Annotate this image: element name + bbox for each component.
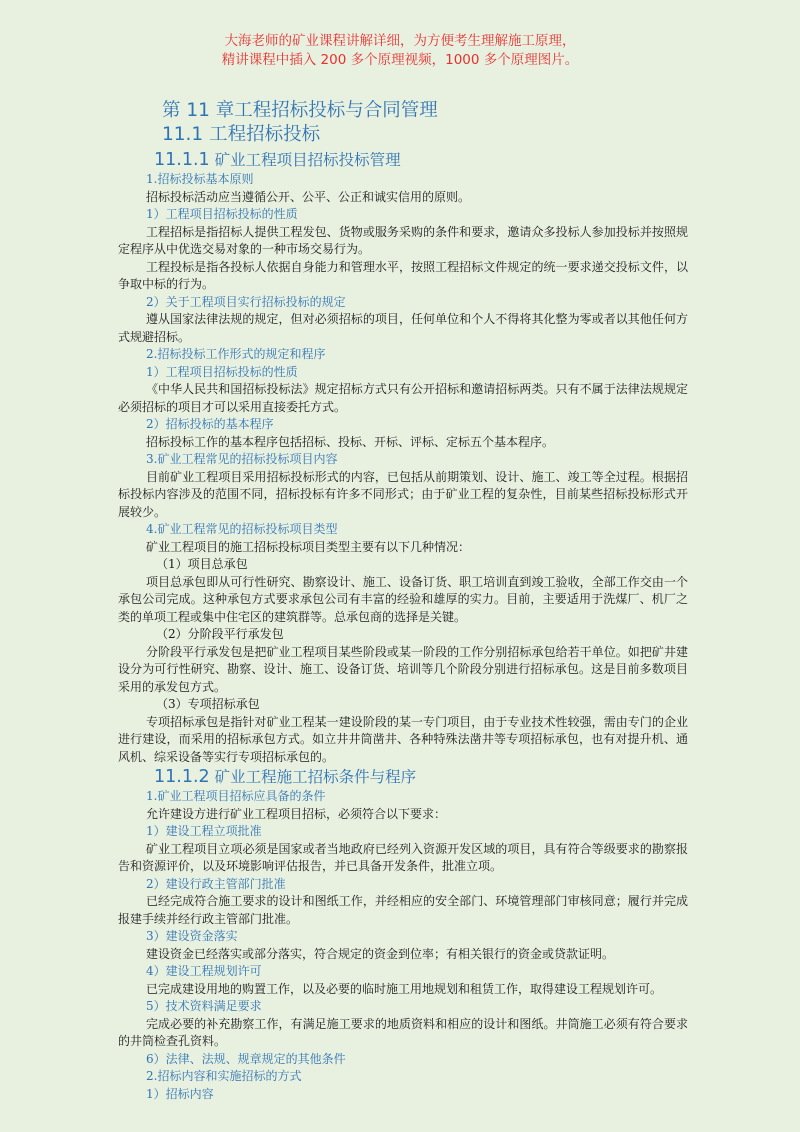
item-heading: 2.招标内容和实施招标的方式 — [146, 1069, 302, 1083]
subsection-number: 11.1.2 — [154, 767, 210, 787]
item-heading: 1.招标投标基本原则 — [146, 172, 254, 186]
paragraph: 招标投标工作的基本程序包括招标、投标、开标、评标、定标五个基本程序。 — [146, 434, 555, 449]
item-heading: 2）招标投标的基本程序 — [146, 417, 274, 431]
paragraph: 《中华人民共和国招标投标法》规定招标方式只有公开招标和邀请招标两类。只有不属于法律法规规定必须招标的项目才可以采用直接委托方式。 — [118, 382, 688, 414]
list-item-heading: （3）专项招标承包 — [156, 697, 260, 711]
item-heading: 1）工程项目招标投标的性质 — [146, 207, 298, 221]
paragraph: 工程招标是指招标人提供工程发包、货物或服务采购的条件和要求，邀请众多投标人参加投标并按照规定程序从中优选交易对象的一种市场交易行为。 — [118, 224, 688, 256]
promo-banner — [0, 32, 800, 70]
subsection-heading-text: 矿业工程施工招标条件与程序 — [209, 768, 417, 786]
item-heading: 3）建设资金落实 — [146, 929, 238, 943]
item-heading: 2）关于工程项目实行招标投标的规定 — [146, 294, 346, 309]
paragraph: 矿业工程项目立项必须是国家或者当地政府已经列入资源开发区域的项目，具有符合等级要求的勘察报告和资源评价，以及环境影响评估报告，并已具备开发条件，批准立项。 — [118, 841, 688, 873]
item-heading: 3.矿业工程常见的招标投标项目内容 — [146, 452, 338, 466]
paragraph: 矿业工程项目的施工招标投标项目类型主要有以下几种情况： — [146, 539, 471, 554]
item-heading: 2.招标投标工作形式的规定和程序 — [146, 347, 326, 361]
item-heading: 2）建设行政主管部门批准 — [146, 876, 286, 891]
paragraph: 项目总承包即从可行性研究、勘察设计、施工、设备订货、职工培训直到竣工验收，全部工作交由一个承包公司完成。这种承包方式要求承包公司有丰富的经验和雄厚的实力。目前，主要适用于洗煤厂、机厂之类的单项工程或集中住宅区的建筑群等。总承包商的选择是关键。 — [118, 574, 688, 624]
chapter-title: 第 11 章工程招标投标与合同管理 — [162, 100, 438, 121]
paragraph: 已完成建设用地的购置工作，以及必要的临时施工用地规划和租赁工作，取得建设工程规划许可。 — [146, 981, 663, 996]
list-item-heading: （2）分阶段平行承发包 — [156, 627, 284, 641]
paragraph: 遵从国家法律法规的规定，但对必须招标的项目，任何单位和个人不得将其化整为零或者以其他任何方式规避招标。 — [118, 312, 688, 344]
item-heading: 1.矿业工程项目招标应具备的条件 — [146, 789, 326, 803]
item-heading: 4）建设工程规划许可 — [146, 964, 262, 978]
subsection-heading-text: 矿业工程项目招标投标管理 — [209, 151, 401, 169]
paragraph: 建设资金已经落实或部分落实，符合规定的资金到位率；有相关银行的资金或贷款证明。 — [146, 946, 615, 961]
item-heading: 1）建设工程立项批准 — [146, 824, 262, 838]
list-item-heading: （1）项目总承包 — [156, 557, 248, 571]
paragraph: 已经完成符合施工要求的设计和图纸工作，并经相应的安全部门、环境管理部门审核同意；履行并完成报建手续并经行政主管部门批准。 — [118, 894, 688, 926]
section-title: 11.1 工程招标投标 — [162, 124, 321, 145]
item-heading: 4.矿业工程常见的招标投标项目类型 — [146, 522, 338, 536]
subsection-2-content — [118, 788, 688, 1103]
paragraph: 目前矿业工程项目采用招标投标形式的内容，已包括从前期策划、设计、施工、竣工等全过程。根据招标投标内容涉及的范围不同，招标投标有许多不同形式；由于矿业工程的复杂性，目前某些招标投标形式开展较少。 — [118, 469, 688, 519]
document-body — [118, 99, 688, 1103]
paragraph: 允许建设方进行矿业工程项目招标，必须符合以下要求： — [146, 806, 447, 821]
subsection-number: 11.1.1 — [154, 150, 210, 170]
paragraph: 完成必要的补充勘察工作，有满足施工要求的地质资料和相应的设计和图纸。井筒施工必须有符合要求的井筒检查孔资料。 — [118, 1016, 688, 1048]
subsection-title-1 — [154, 149, 688, 171]
promo-line-2: 精讲课程中插入 200 多个原理视频，1000 多个原理图片。 — [221, 52, 579, 68]
subsection-title-2 — [154, 766, 688, 788]
promo-line-1: 大海老师的矿业课程讲解详细，为方便考生理解施工原理， — [224, 33, 576, 49]
item-heading: 1）招标内容 — [146, 1086, 214, 1101]
paragraph: 招标投标活动应当遵循公开、公平、公正和诚实信用的原则。 — [146, 189, 471, 204]
item-heading: 1）工程项目招标投标的性质 — [146, 364, 298, 379]
paragraph: 专项招标承包是指针对矿业工程某一建设阶段的某一专门项目，由于专业技术性较强，需由专门的企业进行建设，而采用的招标承包方式。如立井井筒凿井、各种特殊法凿井等专项招标承包，也有对提升机、通风机、综采设备等实行专项招标承包的。 — [118, 714, 688, 764]
paragraph: 分阶段平行承发包是把矿业工程项目某些阶段或某一阶段的工作分别招标承包给若干单位。如把矿井建设分为可行性研究、勘察、设计、施工、设备订货、培训等几个阶段分别进行招标承包。这是目前多数项目采用的承发包方式。 — [118, 644, 688, 694]
subsection-1-content — [118, 171, 688, 766]
item-heading: 5）技术资料满足要求 — [146, 999, 262, 1013]
paragraph: 工程投标是指各投标人依据自身能力和管理水平，按照工程招标文件规定的统一要求递交投标文件，以争取中标的行为。 — [118, 259, 688, 291]
item-heading: 6）法律、法规、规章规定的其他条件 — [146, 1051, 346, 1066]
